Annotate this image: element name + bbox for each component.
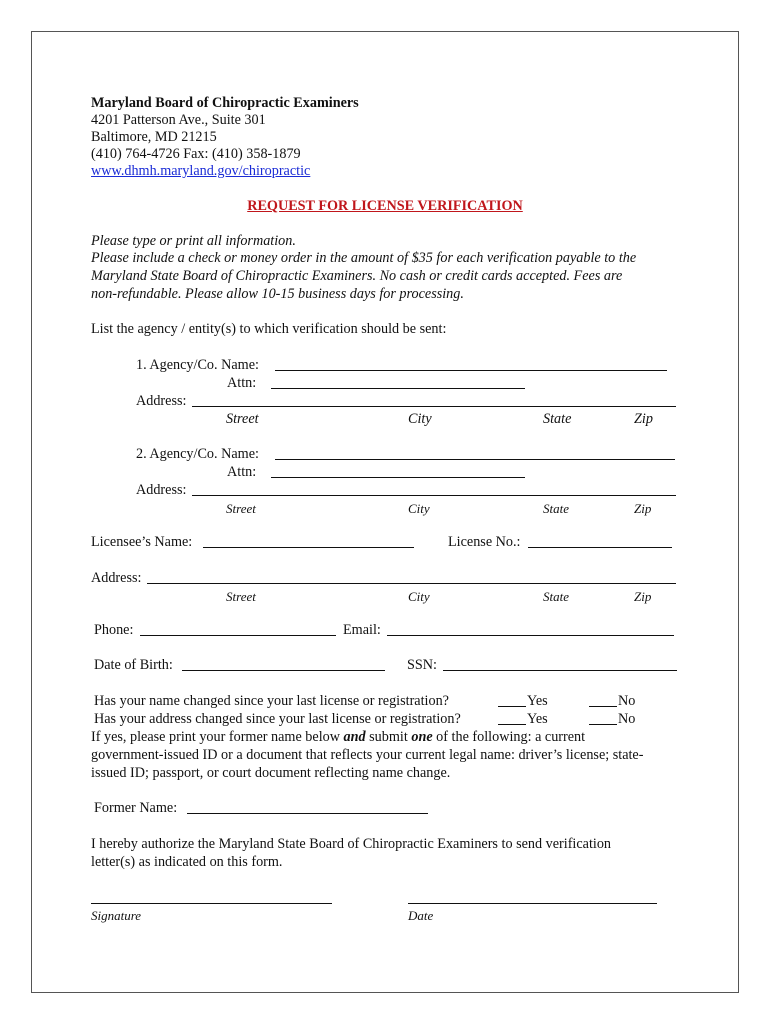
list-prompt: List the agency / entity(s) to which verification should be sent: <box>91 321 447 337</box>
if-yes-one-emphasis: one <box>411 729 433 745</box>
agency-1-address-field[interactable] <box>192 406 676 407</box>
address-change-question: Has your address changed since your last license or registration? <box>94 711 461 727</box>
agency-1-zip-caption: Zip <box>634 411 653 427</box>
instruction-line-2: Please include a check or money order in the amount of $35 for each verification payable to the <box>91 250 637 266</box>
org-name: Maryland Board of Chiropractic Examiners <box>91 95 359 111</box>
licensee-city-caption: City <box>408 589 430 604</box>
license-number-field[interactable] <box>528 547 672 548</box>
ssn-field[interactable] <box>443 670 677 671</box>
name-change-no-label: No <box>618 693 636 709</box>
email-field[interactable] <box>387 635 674 636</box>
address-change-no-label: No <box>618 711 636 727</box>
if-yes-line-3: issued ID; passport, or court document reflecting name change. <box>91 765 451 781</box>
date-caption: Date <box>408 908 434 923</box>
address-change-yes-label: Yes <box>527 711 548 727</box>
agency-2-attn-label: Attn: <box>227 464 257 480</box>
authorization-line-2: letter(s) as indicated on this form. <box>91 854 283 870</box>
signature-field[interactable] <box>91 903 332 904</box>
agency-2-street-caption: Street <box>226 501 256 516</box>
if-yes-and-emphasis: and <box>343 729 366 745</box>
org-address-line2: Baltimore, MD 21215 <box>91 129 217 145</box>
former-name-field[interactable] <box>187 813 428 814</box>
if-yes-text-a: If yes, please print your former name below <box>91 729 344 745</box>
licensee-state-caption: State <box>543 589 569 604</box>
licensee-address-field[interactable] <box>147 583 676 584</box>
form-title: REQUEST FOR LICENSE VERIFICATION <box>247 198 523 214</box>
dob-field[interactable] <box>182 670 385 671</box>
date-field[interactable] <box>408 903 657 904</box>
ssn-label: SSN: <box>407 657 437 673</box>
if-yes-text-b: submit <box>365 729 412 745</box>
email-label: Email: <box>343 622 381 638</box>
agency-2-address-label: Address: <box>136 482 187 498</box>
agency-1-attn-label: Attn: <box>227 375 257 391</box>
licensee-address-label: Address: <box>91 570 142 586</box>
org-website-link[interactable]: www.dhmh.maryland.gov/chiropractic <box>91 163 311 179</box>
agency-1-name-label: 1. Agency/Co. Name: <box>136 357 259 373</box>
licensee-name-label: Licensee’s Name: <box>91 534 193 550</box>
if-yes-line-2: government-issued ID or a document that reflects your current legal name: driver’s license; state- <box>91 747 644 763</box>
license-number-label: License No.: <box>448 534 521 550</box>
agency-1-name-field[interactable] <box>275 370 667 371</box>
instruction-line-1: Please type or print all information. <box>91 233 296 249</box>
authorization-line-1: I hereby authorize the Maryland State Board of Chiropractic Examiners to send verification <box>91 836 612 852</box>
phone-field[interactable] <box>140 635 336 636</box>
instruction-line-3: Maryland State Board of Chiropractic Examiners. No cash or credit cards accepted. Fees are <box>91 268 623 284</box>
if-yes-line-1 <box>91 729 585 746</box>
dob-label: Date of Birth: <box>94 657 173 673</box>
agency-2-name-label: 2. Agency/Co. Name: <box>136 446 259 462</box>
agency-2-attn-field[interactable] <box>271 477 525 478</box>
licensee-name-field[interactable] <box>203 547 414 548</box>
name-change-no-field[interactable] <box>589 706 617 707</box>
signature-caption: Signature <box>91 908 142 923</box>
agency-1-street-caption: Street <box>226 411 259 427</box>
if-yes-text-c: of the following: a current <box>432 729 586 745</box>
agency-2-state-caption: State <box>543 501 569 516</box>
former-name-label: Former Name: <box>94 800 178 816</box>
agency-2-name-field[interactable] <box>275 459 675 460</box>
phone-label: Phone: <box>94 622 134 638</box>
agency-1-city-caption: City <box>408 411 432 427</box>
name-change-yes-field[interactable] <box>498 706 526 707</box>
licensee-zip-caption: Zip <box>634 589 652 604</box>
name-change-yes-label: Yes <box>527 693 548 709</box>
licensee-street-caption: Street <box>226 589 256 604</box>
agency-2-zip-caption: Zip <box>634 501 652 516</box>
instruction-line-4: non-refundable. Please allow 10-15 business days for processing. <box>91 286 464 302</box>
org-address-line1: 4201 Patterson Ave., Suite 301 <box>91 112 266 128</box>
agency-1-attn-field[interactable] <box>271 388 525 389</box>
name-change-question: Has your name changed since your last license or registration? <box>94 693 449 709</box>
agency-1-state-caption: State <box>543 411 572 427</box>
agency-2-city-caption: City <box>408 501 430 516</box>
org-phone-fax: (410) 764-4726 Fax: (410) 358-1879 <box>91 146 301 162</box>
agency-2-address-field[interactable] <box>192 495 676 496</box>
address-change-yes-field[interactable] <box>498 724 526 725</box>
address-change-no-field[interactable] <box>589 724 617 725</box>
agency-1-address-label: Address: <box>136 393 187 409</box>
